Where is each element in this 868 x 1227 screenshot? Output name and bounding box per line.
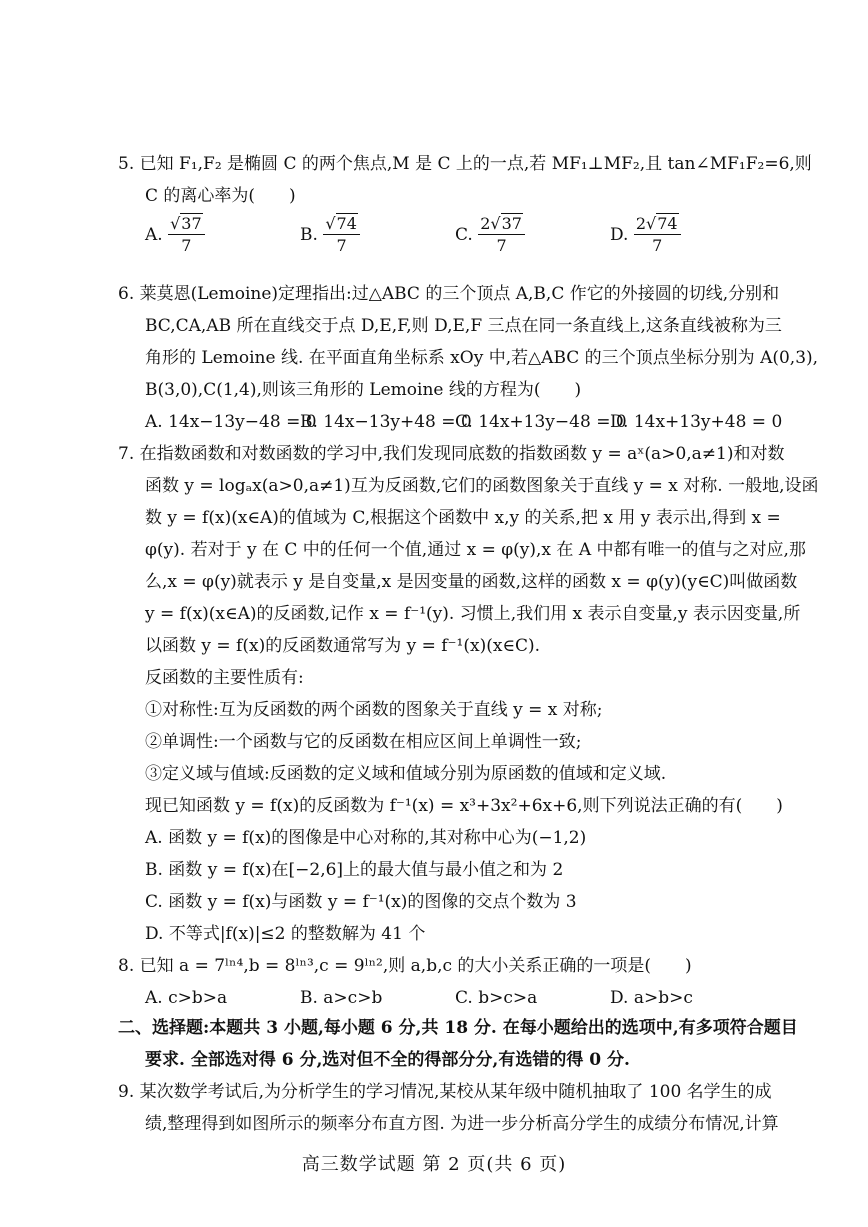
q5-option-a-fraction: $\frac{√37}{7}$: [168, 216, 205, 254]
q5-option-b-fraction: $\frac{√74}{7}$: [323, 216, 360, 254]
q7-option-b: B. 函数 y = f(x)在[−2,6]上的最大值与最小值之和为 2: [145, 860, 564, 880]
q6-option-b: B. 14x−13y+48 = 0: [300, 412, 472, 432]
q9-stem-line-1: 9. 某次数学考试后,为分析学生的学习情况,某校从某年级中随机抽取了 100 名学生的成: [118, 1082, 772, 1102]
q5-stem-line-1: 5. 已知 F₁,F₂ 是椭圆 C 的两个焦点,M 是 C 上的一点,若 MF₁⊥MF₂,且 tan∠MF₁F₂=6,则: [118, 154, 812, 174]
q7-stem-line-2: 函数 y = logₐx(a>0,a≠1)互为反函数,它们的函数图象关于直线 y = x 对称. 一般地,设函: [145, 476, 819, 496]
q6-options: [145, 410, 783, 434]
q7-stem-line-1: 7. 在指数函数和对数函数的学习中,我们发现同底数的指数函数 y = aˣ(a>0,a≠1)和对数: [118, 444, 785, 464]
q5-option-b: B. $\frac{√74}{7}$: [300, 216, 360, 268]
q7-stem-line-7: 以函数 y = f(x)的反函数通常写为 y = f⁻¹(x)(x∈C).: [145, 636, 541, 656]
q6-stem-line-4: B(3,0),C(1,4),则该三角形的 Lemoine 线的方程为( ): [145, 380, 582, 400]
q8-option-d: D. a>b>c: [610, 988, 693, 1008]
section-2-heading-line-1: 二、选择题:本题共 3 小题,每小题 6 分,共 18 分. 在每小题给出的选项中,有多项符合题目: [118, 1018, 798, 1038]
q7-stem-line-4: φ(y). 若对于 y 在 C 中的任何一个值,通过 x = φ(y),x 在 A 中都有唯一的值与之对应,那: [145, 540, 806, 560]
section-2-heading-line-2: 要求. 全部选对得 6 分,选对但不全的得部分分,有选错的得 0 分.: [145, 1050, 630, 1070]
q7-option-a: A. 函数 y = f(x)的图像是中心对称的,其对称中心为(−1,2): [145, 828, 587, 848]
q5-option-d-fraction: $\frac{2√74}{7}$: [634, 216, 681, 254]
q7-stem-line-5: 么,x = φ(y)就表示 y 是自变量,x 是因变量的函数,这样的函数 x = φ(y)(y∈C)叫做函数: [145, 572, 798, 592]
q5-option-c: C. $\frac{2√37}{7}$: [455, 216, 525, 268]
q7-option-c: C. 函数 y = f(x)与函数 y = f⁻¹(x)的图像的交点个数为 3: [145, 892, 577, 912]
q6-option-a: A. 14x−13y−48 = 0: [145, 412, 317, 432]
q8-option-b: B. a>c>b: [300, 988, 383, 1008]
q7-stem-line-3: 数 y = f(x)(x∈A)的值域为 C,根据这个函数中 x,y 的关系,把 x 用 y 表示出,得到 x =: [145, 508, 781, 528]
q5-option-a: A. $\frac{√37}{7}$: [145, 216, 205, 268]
q6-stem-line-2: BC,CA,AB 所在直线交于点 D,E,F,则 D,E,F 三点在同一条直线上,这条直线被称为三: [145, 316, 782, 336]
q8-option-a: A. c>b>a: [145, 988, 228, 1008]
q7-properties-heading: 反函数的主要性质有:: [145, 668, 304, 688]
q5-options: [145, 216, 745, 270]
q6-stem-line-1: 6. 莱莫恩(Lemoine)定理指出:过△ABC 的三个顶点 A,B,C 作它的外接圆的切线,分别和: [118, 284, 780, 304]
q9-stem-line-2: 绩,整理得到如图所示的频率分布直方图. 为进一步分析高分学生的成绩分布情况,计算: [145, 1114, 779, 1134]
q7-option-d: D. 不等式|f(x)|≤2 的整数解为 41 个: [145, 924, 426, 944]
q7-property-symmetry: ①对称性:互为反函数的两个函数的图象关于直线 y = x 对称;: [145, 700, 603, 720]
q5-option-d: D. $\frac{2√74}{7}$: [610, 216, 681, 268]
q6-option-c: C. 14x+13y−48 = 0: [455, 412, 627, 432]
q6-option-d: D. 14x+13y+48 = 0: [610, 412, 783, 432]
page-footer: 高三数学试题 第 2 页(共 6 页): [301, 1154, 567, 1175]
q8-options: [145, 986, 765, 1010]
q6-stem-line-3: 角形的 Lemoine 线. 在平面直角坐标系 xOy 中,若△ABC 的三个顶点坐标分别为 A(0,3),: [145, 348, 819, 368]
q7-stem-line-6: y = f(x)(x∈A)的反函数,记作 x = f⁻¹(y). 习惯上,我们用 x 表示自变量,y 表示因变量,所: [145, 604, 801, 624]
q8-stem-line-1: 8. 已知 a = 7ˡⁿ⁴,b = 8ˡⁿ³,c = 9ˡⁿ²,则 a,b,c 的大小关系正确的一项是( ): [118, 956, 692, 976]
q7-property-domain-range: ③定义域与值域:反函数的定义域和值域分别为原函数的值域和定义域.: [145, 764, 667, 784]
q7-question: 现已知函数 y = f(x)的反函数为 f⁻¹(x) = x³+3x²+6x+6,则下列说法正确的有( ): [145, 796, 783, 816]
q5-option-c-fraction: $\frac{2√37}{7}$: [478, 216, 525, 254]
q5-stem-line-2: C 的离心率为( ): [145, 186, 296, 206]
q7-property-monotonic: ②单调性:一个函数与它的反函数在相应区间上单调性一致;: [145, 732, 582, 752]
q8-option-c: C. b>c>a: [455, 988, 538, 1008]
